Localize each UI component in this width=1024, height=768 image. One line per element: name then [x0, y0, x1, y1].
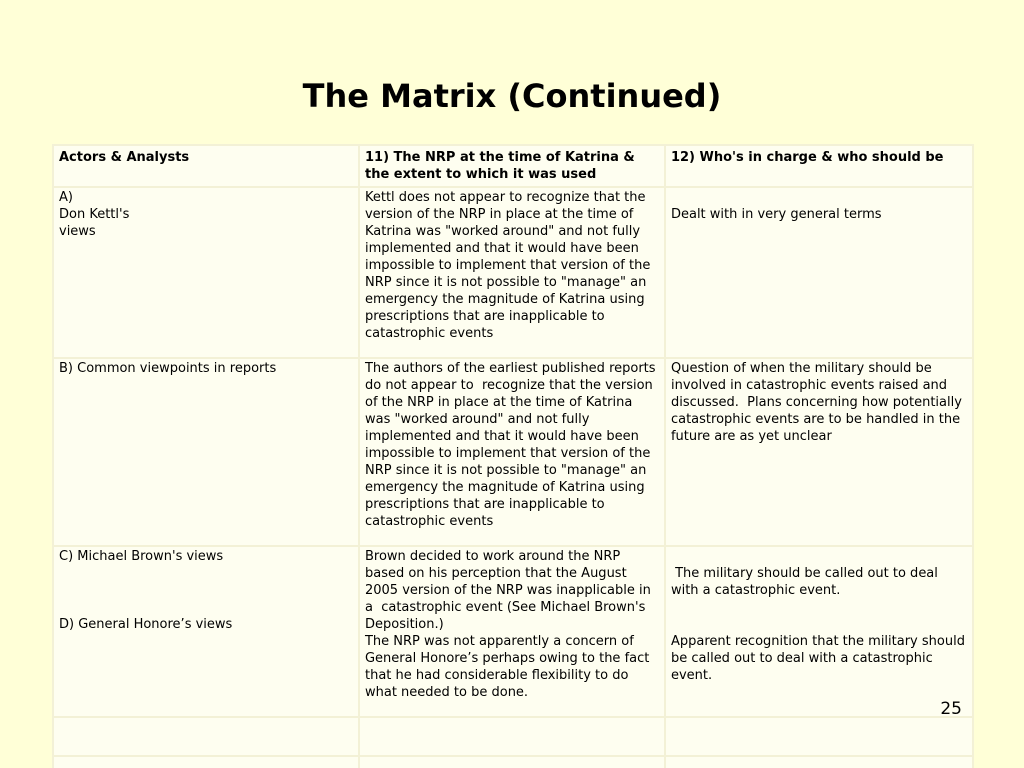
- cell-actors-brown-honore: [54, 547, 358, 716]
- table-row: [54, 188, 972, 357]
- table-row-empty: [54, 757, 972, 768]
- page-number: 25: [940, 699, 962, 719]
- cell-nrp-brown: Brown decided to work around the NRP based on his perception that the August 2005 version of the NRP was inapplicable in a catastrophic event (See Michael Brown's Deposition.): [364, 549, 655, 632]
- slide-title: The Matrix (Continued): [302, 77, 722, 115]
- cell-actor-reports: B) Common viewpoints in reports: [54, 359, 358, 545]
- cell-nrp-brown-honore: [360, 547, 664, 716]
- empty-cell: [54, 757, 358, 768]
- cell-charge-kettl: Dealt with in very general terms: [666, 188, 972, 357]
- empty-cell: [54, 718, 358, 755]
- header-row: [54, 146, 972, 186]
- table-row: [54, 359, 972, 545]
- matrix-table: [52, 144, 974, 768]
- cell-actor-brown: C) Michael Brown's views: [59, 549, 224, 564]
- cell-nrp-kettl: Kettl does not appear to recognize that the version of the NRP in place at the time of Katrina was "worked around" and not fully implemented and that it would have been impossible to implement that version of the NRP since it is not possible to "manage" an emergency the magnitude of Katrina using prescriptions that are inapplicable to catastrophic events: [360, 188, 664, 357]
- empty-cell: [666, 718, 972, 755]
- cell-actor-kettl: A) Don Kettl's views: [54, 188, 358, 357]
- cell-charge-brown: The military should be called out to deal with a catastrophic event.: [670, 566, 943, 598]
- header-nrp: 11) The NRP at the time of Katrina & the extent to which it was used: [360, 146, 664, 186]
- empty-cell: [360, 718, 664, 755]
- cell-charge-reports: Question of when the military should be involved in catastrophic events raised and discussed. Plans concerning how potentially catastrophic events are to be handled in the future are as yet unclear: [666, 359, 972, 545]
- table-row-empty: [54, 718, 972, 755]
- header-in-charge: 12) Who's in charge & who should be: [666, 146, 972, 186]
- cell-nrp-honore: The NRP was not apparently a concern of General Honore’s perhaps owing to the fact that he had considerable flexibility to do what needed to be done.: [364, 634, 654, 700]
- cell-actor-honore: D) General Honore’s views: [59, 617, 233, 632]
- cell-charge-brown-honore: [666, 547, 972, 716]
- cell-nrp-reports: The authors of the earliest published reports do not appear to recognize that the version of the NRP in place at the time of Katrina was "worked around" and not fully implemented and that it would have been impossible to implement that version of the NRP since it is not possible to "manage" an emergency the magnitude of Katrina using prescriptions that are inapplicable to catastrophic events: [360, 359, 664, 545]
- empty-cell: [360, 757, 664, 768]
- header-actors: Actors & Analysts: [54, 146, 358, 186]
- table-row: [54, 547, 972, 716]
- empty-cell: [666, 757, 972, 768]
- cell-charge-honore: Apparent recognition that the military should be called out to deal with a catastrophic event.: [670, 634, 970, 683]
